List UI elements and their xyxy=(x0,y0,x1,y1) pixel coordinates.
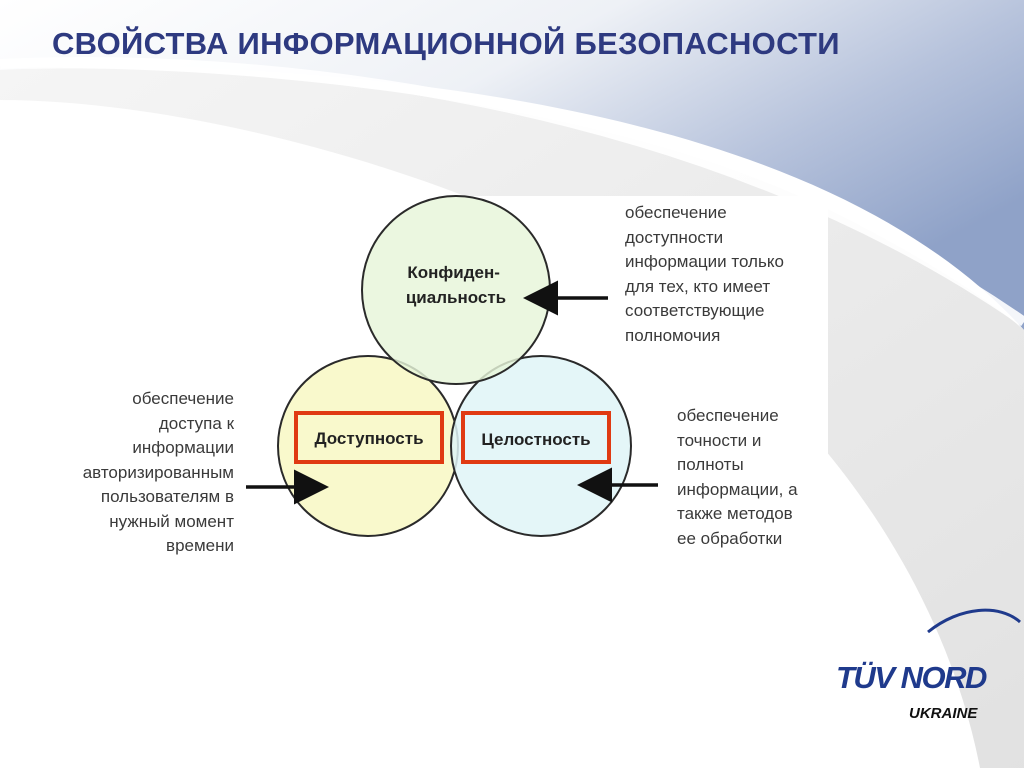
slide-title: СВОЙСТВА ИНФОРМАЦИОННОЙ БЕЗОПАСНОСТИ xyxy=(52,26,840,61)
integrity-label: Целостность xyxy=(481,430,591,449)
logo-ukraine-label: UKRAINE xyxy=(909,705,978,722)
integrity-description: обеспечение точности и полноты информации, а также методов ее обработки xyxy=(677,406,798,548)
availability-label: Доступность xyxy=(314,429,424,448)
confidentiality-label-line-2: циальность xyxy=(405,288,507,307)
confidentiality-label-line-1: Конфиден- xyxy=(407,263,500,282)
tuv-nord-logo: TÜV NORD xyxy=(836,660,986,695)
confidentiality-description: обеспечение доступности информации только для тех, кто имеет соответствующие полномочия xyxy=(625,203,784,345)
availability-description: обеспечение доступа к информации авторизированным пользователям в нужный момент времени xyxy=(82,389,234,555)
